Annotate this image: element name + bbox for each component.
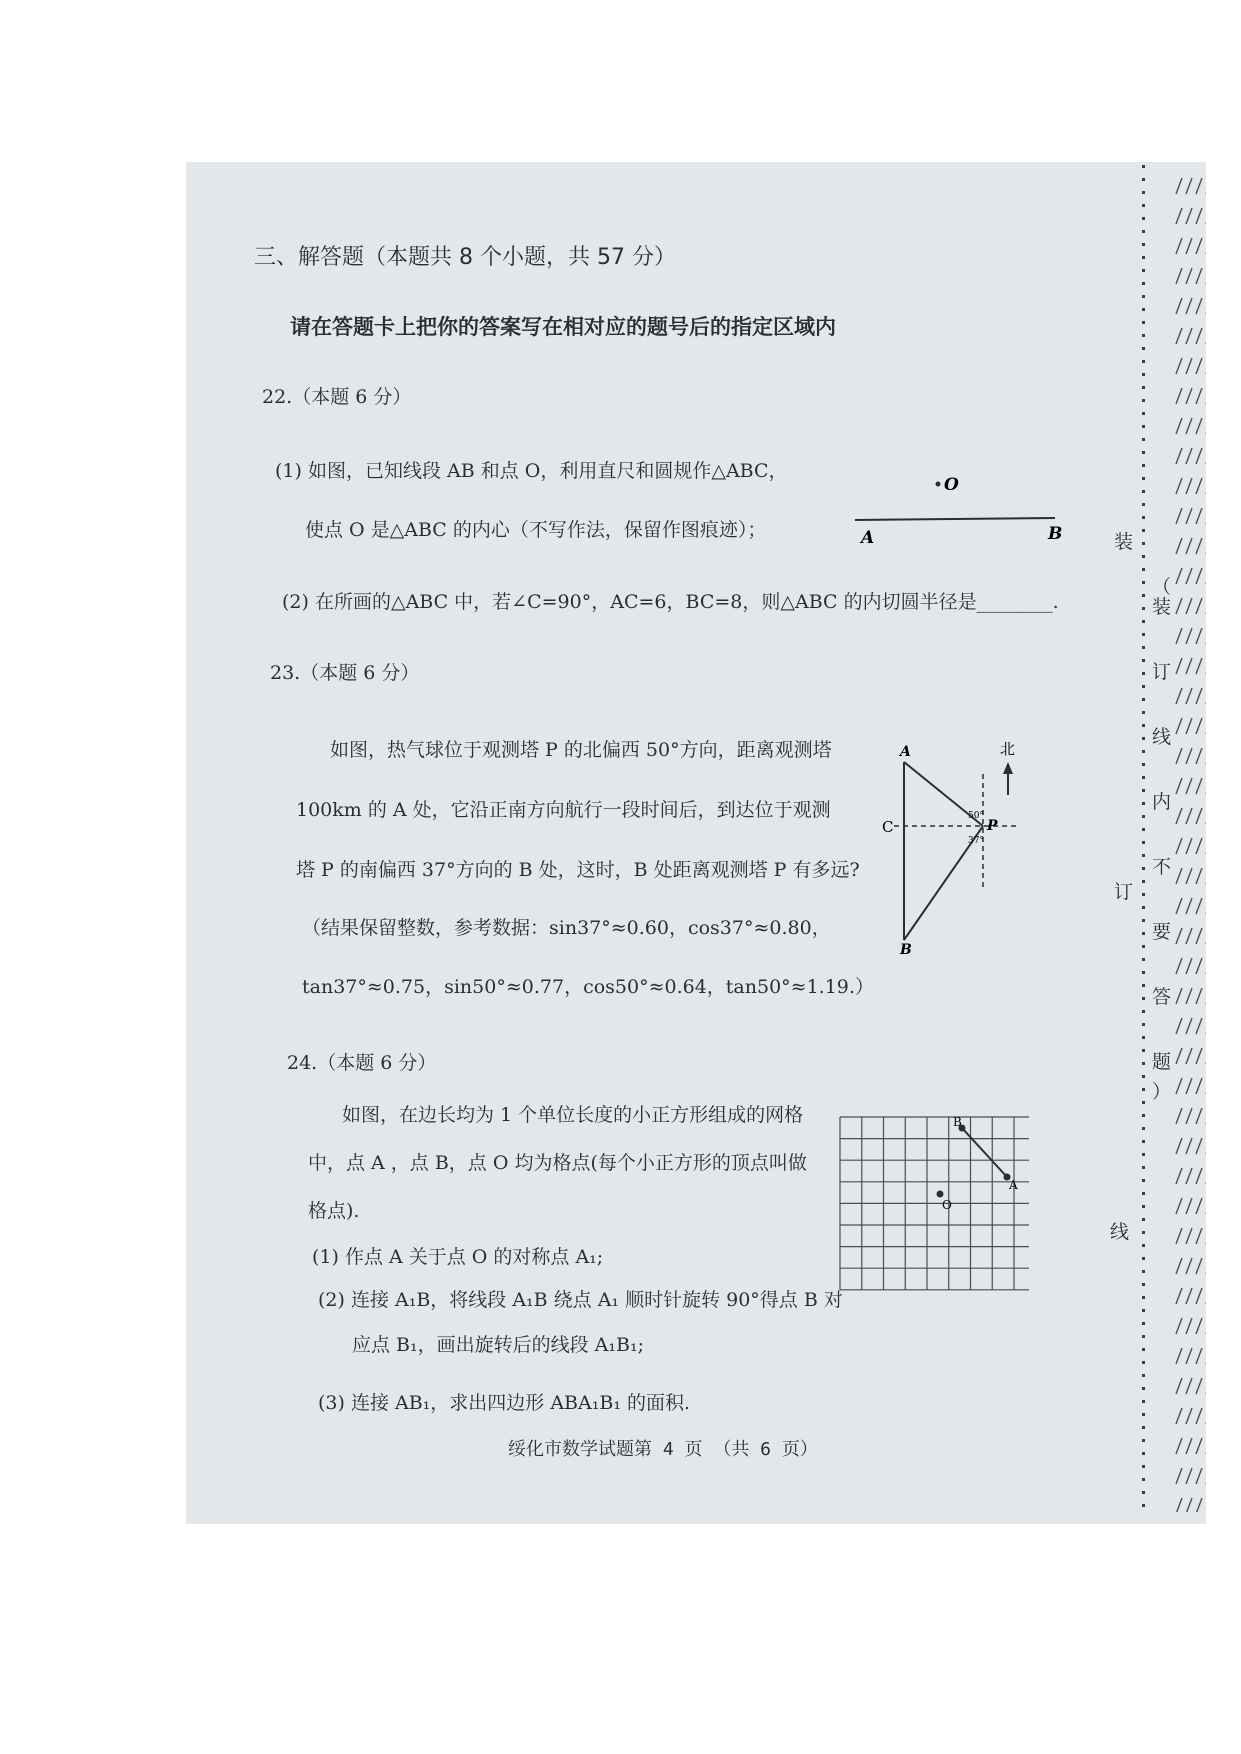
q22-part2: (2) 在所画的△ABC 中，若∠C=90°，AC=6，BC=8，则△ABC 的内切圆半径是________. [282, 591, 1059, 613]
binding-hatching [1174, 172, 1206, 1512]
binding-char: 装 [1152, 596, 1172, 618]
binding-char: （ [1152, 576, 1172, 598]
q23-figure [880, 740, 1030, 960]
q23-line3: 塔 P 的南偏西 37°方向的 B 处，这时，B 处距离观测塔 P 有多远? [296, 859, 860, 881]
point-o [937, 1191, 944, 1198]
q22-part1-line1: (1) 如图，已知线段 AB 和点 O，利用直尺和圆规作△ABC， [275, 460, 788, 482]
q22-part1-line2: 使点 O 是△ABC 的内心（不写作法，保留作图痕迹）； [305, 519, 767, 541]
point-o [936, 482, 941, 487]
angle-37-label: 37° [968, 836, 984, 846]
label-o: O [942, 1198, 952, 1212]
label-p: P [987, 818, 998, 834]
point-o-label: O [944, 475, 959, 495]
binding-char: 内 [1152, 791, 1172, 813]
section-instruction: 请在答题卡上把你的答案写在相对应的题号后的指定区域内 [290, 315, 836, 339]
binding-char: 装 [1114, 531, 1134, 553]
q24-step2b: 应点 B₁，画出旋转后的线段 A₁B₁; [352, 1334, 644, 1356]
label-b: B [900, 942, 912, 958]
label-a: A [1009, 1178, 1018, 1192]
page-footer: 绥化市数学试题第 4 页 （共 6 页） [508, 1439, 818, 1460]
binding-char: ） [1152, 1081, 1172, 1103]
q24-grid-figure [833, 1112, 1029, 1300]
north-arrow-head [1003, 762, 1013, 774]
q22-header: 22.（本题 6 分） [262, 386, 412, 408]
section-title: 三、解答题（本题共 8 个小题，共 57 分） [254, 245, 676, 270]
binding-char: 订 [1152, 661, 1172, 683]
north-label: 北 [1000, 740, 1016, 758]
q24-line3: 格点). [308, 1200, 360, 1222]
segment-ab [962, 1128, 1007, 1177]
q22-figure [845, 470, 1075, 550]
label-a: A [900, 744, 911, 760]
grid-lines [840, 1117, 1029, 1290]
q24-header: 24.（本题 6 分） [287, 1052, 437, 1074]
q23-line2: 100km 的 A 处，它沿正南方向航行一段时间后，到达位于观测 [296, 799, 831, 821]
q23-line5: tan37°≈0.75，sin50°≈0.77，cos50°≈0.64，tan50°≈1.19.） [302, 976, 874, 998]
binding-char: 题 [1152, 1051, 1172, 1073]
q24-step3: (3) 连接 AB₁，求出四边形 ABA₁B₁ 的面积. [318, 1392, 691, 1414]
binding-char: 不 [1152, 856, 1172, 878]
binding-char: 订 [1114, 881, 1134, 903]
q24-line2: 中，点 A ，点 B，点 O 均为格点(每个小正方形的顶点叫做 [308, 1152, 807, 1174]
binding-char: 线 [1152, 726, 1172, 748]
label-a: A [861, 528, 875, 548]
label-c: C [882, 818, 894, 836]
angle-50-label: 50° [968, 811, 984, 821]
binding-char: 答 [1152, 986, 1172, 1008]
q24-step1: (1) 作点 A 关于点 O 的对称点 A₁; [312, 1246, 604, 1268]
q23-line4: （结果保留整数，参考数据：sin37°≈0.60，cos37°≈0.80， [302, 917, 831, 939]
q23-line1: 如图，热气球位于观测塔 P 的北偏西 50°方向，距离观测塔 [330, 739, 832, 761]
q23-header: 23.（本题 6 分） [270, 662, 420, 684]
q24-step2a: (2) 连接 A₁B，将线段 A₁B 绕点 A₁ 顺时针旋转 90°得点 B 对 [318, 1289, 843, 1311]
binding-char: 要 [1152, 921, 1172, 943]
segment-ab [855, 518, 1055, 520]
exam-sheet [186, 162, 1206, 1524]
q24-line1: 如图，在边长均为 1 个单位长度的小正方形组成的网格 [342, 1104, 804, 1126]
binding-margin [1112, 162, 1206, 1524]
label-b: B [1048, 524, 1063, 544]
label-b: B [953, 1115, 962, 1129]
binding-char: 线 [1110, 1221, 1130, 1243]
